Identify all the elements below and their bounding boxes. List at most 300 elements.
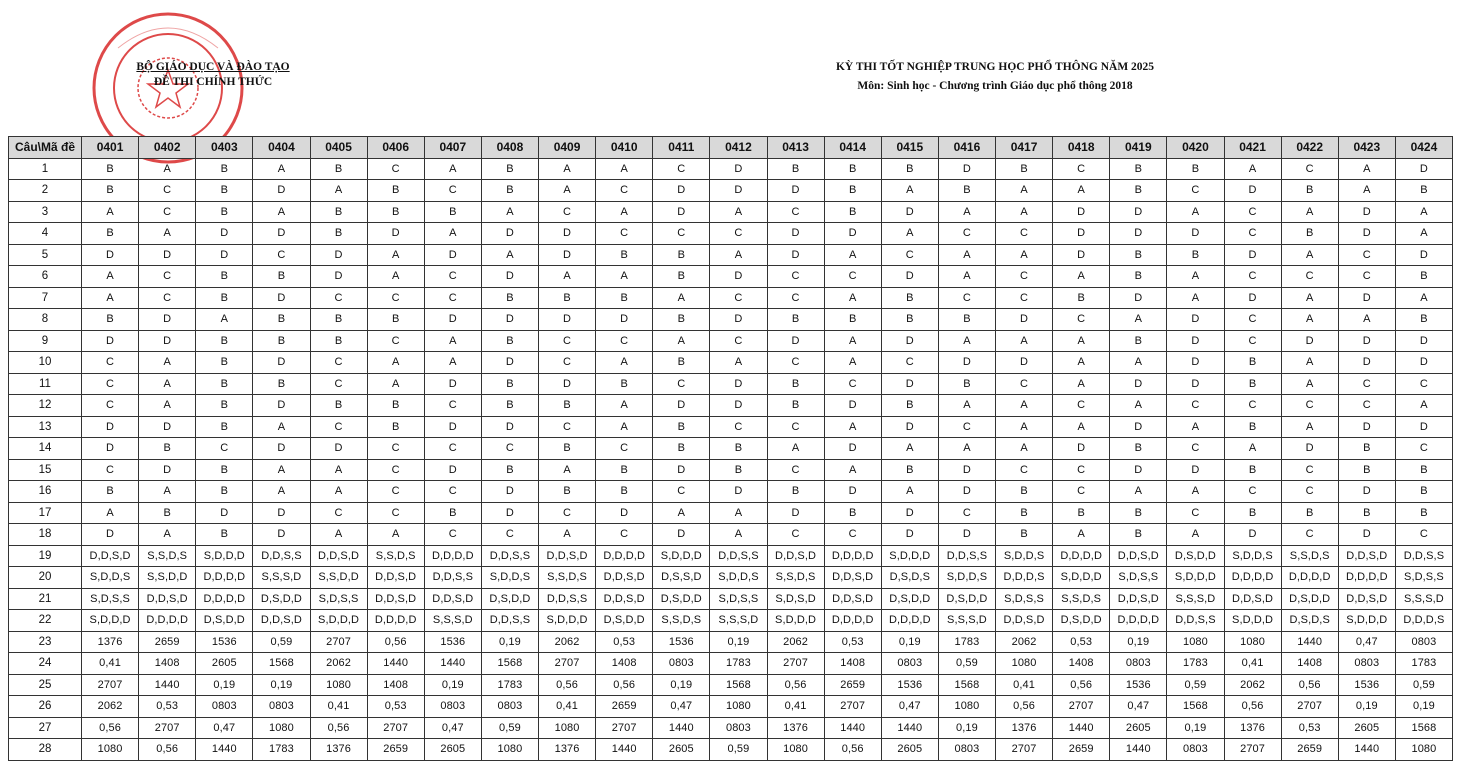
answer-cell: 0,56 xyxy=(539,674,596,696)
answer-cell: 2605 xyxy=(1110,717,1167,739)
answer-cell: D,D,S,D xyxy=(1224,588,1281,610)
answer-cell: B xyxy=(1224,459,1281,481)
answer-cell: A xyxy=(310,481,367,503)
answer-cell: C xyxy=(1224,330,1281,352)
answer-cell: A xyxy=(253,416,310,438)
table-row xyxy=(9,266,1453,288)
answer-cell: B xyxy=(996,502,1053,524)
answer-cell: A xyxy=(596,416,653,438)
answer-cell: D xyxy=(1395,330,1452,352)
answer-cell: C xyxy=(1224,266,1281,288)
answer-cell: D xyxy=(767,244,824,266)
answer-cell: C xyxy=(1281,459,1338,481)
answer-cell: D,D,D,D xyxy=(196,567,253,589)
answer-cell: S,S,D,S xyxy=(139,545,196,567)
answer-cell: D xyxy=(310,244,367,266)
answer-cell: D xyxy=(1224,524,1281,546)
answer-cell: B xyxy=(1338,502,1395,524)
answer-cell: A xyxy=(1053,352,1110,374)
answer-cell: S,D,S,D xyxy=(767,588,824,610)
answer-cell: 1568 xyxy=(710,674,767,696)
answer-cell: 0,56 xyxy=(139,739,196,761)
answer-cell: A xyxy=(1281,244,1338,266)
question-number: 22 xyxy=(9,610,82,632)
answer-cell: B xyxy=(996,158,1053,180)
answer-cell: A xyxy=(1053,524,1110,546)
answer-cell: B xyxy=(1395,180,1452,202)
answer-cell: B xyxy=(196,395,253,417)
answer-cell: B xyxy=(82,309,139,331)
answer-cell: A xyxy=(1395,287,1452,309)
answer-cell: 0,19 xyxy=(424,674,481,696)
answer-cell: 2659 xyxy=(824,674,881,696)
answer-cell: D xyxy=(481,223,538,245)
answer-cell: B xyxy=(938,309,995,331)
answer-cell: C xyxy=(367,459,424,481)
answer-cell: D,D,S,D xyxy=(596,588,653,610)
answer-cell: A xyxy=(82,287,139,309)
answer-cell: B xyxy=(424,502,481,524)
answer-cell: B xyxy=(1053,287,1110,309)
exam-code-header: 0420 xyxy=(1167,137,1224,159)
answer-cell: B xyxy=(539,287,596,309)
answer-cell: D xyxy=(710,180,767,202)
table-row xyxy=(9,438,1453,460)
answer-cell: D xyxy=(139,244,196,266)
answer-cell: 1440 xyxy=(1281,631,1338,653)
answer-cell: D xyxy=(1167,352,1224,374)
answer-cell: A xyxy=(539,459,596,481)
answer-cell: C xyxy=(424,524,481,546)
answer-cell: D xyxy=(653,201,710,223)
answer-cell: B xyxy=(539,395,596,417)
answer-cell: A xyxy=(767,438,824,460)
answer-cell: S,D,S,S xyxy=(1110,567,1167,589)
answer-cell: D xyxy=(539,223,596,245)
answer-cell: B xyxy=(1395,309,1452,331)
answer-cell: B xyxy=(996,481,1053,503)
answer-cell: 1440 xyxy=(824,717,881,739)
answer-cell: B xyxy=(424,201,481,223)
answer-cell: 1080 xyxy=(82,739,139,761)
answer-cell: B xyxy=(481,373,538,395)
answer-cell: 1536 xyxy=(196,631,253,653)
answer-cell: S,D,D,S xyxy=(938,567,995,589)
answer-cell: B xyxy=(481,287,538,309)
answer-cell: C xyxy=(1224,223,1281,245)
answer-cell: D xyxy=(710,309,767,331)
answer-cell: A xyxy=(1053,330,1110,352)
exam-subject: Môn: Sinh học - Chương trình Giáo dục phổ thông 2018 xyxy=(857,80,1133,92)
table-row xyxy=(9,244,1453,266)
table-row xyxy=(9,674,1453,696)
answer-cell: 1408 xyxy=(139,653,196,675)
answer-cell: 1408 xyxy=(367,674,424,696)
answer-cell: D,D,S,D xyxy=(367,567,424,589)
answer-cell: D xyxy=(253,352,310,374)
answer-cell: B xyxy=(1395,266,1452,288)
answer-cell: 1783 xyxy=(481,674,538,696)
answer-cell: B xyxy=(539,481,596,503)
exam-code-header: 0405 xyxy=(310,137,367,159)
answer-cell: D xyxy=(253,502,310,524)
answer-cell: C xyxy=(1281,158,1338,180)
answer-cell: 1783 xyxy=(253,739,310,761)
answer-cell: D xyxy=(1395,244,1452,266)
answer-cell: A xyxy=(196,309,253,331)
answer-cell: 1568 xyxy=(938,674,995,696)
answer-cell: 2605 xyxy=(881,739,938,761)
answer-cell: 0803 xyxy=(1110,653,1167,675)
answer-cell: D xyxy=(1053,438,1110,460)
answer-cell: A xyxy=(1167,266,1224,288)
answer-cell: D xyxy=(1338,330,1395,352)
answer-cell: A xyxy=(481,244,538,266)
answer-cell: S,S,S,D xyxy=(1395,588,1452,610)
answer-cell: 0803 xyxy=(1338,653,1395,675)
answer-cell: D xyxy=(1110,459,1167,481)
answer-cell: A xyxy=(938,266,995,288)
table-row xyxy=(9,567,1453,589)
answer-cell: D xyxy=(1167,223,1224,245)
answer-cell: A xyxy=(938,330,995,352)
official-exam-label: ĐỀ THI CHÍNH THỨC xyxy=(153,76,273,88)
answer-cell: S,D,D,S xyxy=(996,545,1053,567)
answer-cell: 1080 xyxy=(767,739,824,761)
answer-cell: D xyxy=(767,502,824,524)
exam-code-header: 0409 xyxy=(539,137,596,159)
answer-cell: A xyxy=(596,395,653,417)
answer-cell: 0803 xyxy=(1167,739,1224,761)
answer-cell: B xyxy=(653,352,710,374)
answer-cell: 1080 xyxy=(539,717,596,739)
answer-cell: D xyxy=(881,201,938,223)
answer-cell: 2707 xyxy=(596,717,653,739)
answer-cell: 1376 xyxy=(767,717,824,739)
answer-cell: 0,19 xyxy=(481,631,538,653)
answer-cell: A xyxy=(653,502,710,524)
answer-cell: S,D,S,S xyxy=(1395,567,1452,589)
answer-cell: B xyxy=(824,201,881,223)
exam-code-header: 0421 xyxy=(1224,137,1281,159)
answer-cell: 0,19 xyxy=(253,674,310,696)
answer-cell: A xyxy=(367,524,424,546)
answer-cell: 1080 xyxy=(1395,739,1452,761)
answer-cell: C xyxy=(82,459,139,481)
answer-cell: C xyxy=(996,373,1053,395)
answer-cell: C xyxy=(710,416,767,438)
answer-cell: B xyxy=(253,373,310,395)
answer-cell: B xyxy=(82,481,139,503)
answer-cell: B xyxy=(1338,459,1395,481)
answer-cell: B xyxy=(367,416,424,438)
answer-cell: D xyxy=(1338,201,1395,223)
answer-cell: D,D,S,S xyxy=(710,545,767,567)
table-body xyxy=(9,158,1453,760)
answer-cell: B xyxy=(1110,502,1167,524)
answer-cell: 0,19 xyxy=(653,674,710,696)
answer-cell: 0,41 xyxy=(1224,653,1281,675)
answer-cell: B xyxy=(1167,158,1224,180)
answer-cell: D,S,D,D xyxy=(1053,610,1110,632)
answer-cell: A xyxy=(881,223,938,245)
answer-cell: C xyxy=(367,438,424,460)
question-number: 15 xyxy=(9,459,82,481)
answer-cell: S,D,D,D xyxy=(1053,567,1110,589)
answer-cell: A xyxy=(1338,309,1395,331)
answer-cell: D xyxy=(938,459,995,481)
answer-cell: A xyxy=(82,266,139,288)
answer-cell: B xyxy=(481,158,538,180)
answer-cell: B xyxy=(596,459,653,481)
answer-cell: 0803 xyxy=(253,696,310,718)
answer-cell: A xyxy=(1167,416,1224,438)
answer-cell: D xyxy=(881,373,938,395)
answer-cell: A xyxy=(310,459,367,481)
answer-cell: B xyxy=(881,309,938,331)
answer-cell: A xyxy=(253,481,310,503)
answer-cell: D xyxy=(710,373,767,395)
answer-cell: 2659 xyxy=(596,696,653,718)
question-number: 7 xyxy=(9,287,82,309)
question-number: 18 xyxy=(9,524,82,546)
answer-cell: D,S,D,D xyxy=(196,610,253,632)
answer-cell: B xyxy=(481,395,538,417)
answer-cell: A xyxy=(596,201,653,223)
answer-cell: D xyxy=(539,373,596,395)
answer-cell: A xyxy=(1110,309,1167,331)
answer-cell: B xyxy=(253,266,310,288)
answer-cell: C xyxy=(539,330,596,352)
answer-cell: D,D,S,D xyxy=(1110,588,1167,610)
answer-cell: D xyxy=(196,244,253,266)
answer-cell: B xyxy=(824,309,881,331)
answer-cell: D xyxy=(1110,201,1167,223)
answer-cell: D xyxy=(767,330,824,352)
answer-cell: A xyxy=(139,395,196,417)
answer-cell: 0,59 xyxy=(481,717,538,739)
answer-cell: D xyxy=(539,309,596,331)
answer-cell: A xyxy=(996,244,1053,266)
question-number: 28 xyxy=(9,739,82,761)
answer-cell: B xyxy=(710,438,767,460)
answer-cell: D,D,S,D xyxy=(824,588,881,610)
answer-cell: D xyxy=(824,223,881,245)
answer-cell: S,S,D,S xyxy=(539,567,596,589)
answer-cell: A xyxy=(367,244,424,266)
answer-cell: C xyxy=(139,266,196,288)
answer-cell: D xyxy=(653,395,710,417)
answer-cell: D xyxy=(424,373,481,395)
answer-cell: B xyxy=(196,416,253,438)
answer-cell: A xyxy=(367,266,424,288)
answer-cell: 1440 xyxy=(424,653,481,675)
answer-cell: 2062 xyxy=(996,631,1053,653)
answer-cell: B xyxy=(310,158,367,180)
answer-cell: D,D,S,D xyxy=(310,545,367,567)
answer-cell: A xyxy=(1395,223,1452,245)
answer-cell: B xyxy=(367,395,424,417)
answer-cell: C xyxy=(139,180,196,202)
answer-cell: B xyxy=(367,201,424,223)
answer-cell: 2707 xyxy=(1224,739,1281,761)
answer-cell: 0,56 xyxy=(596,674,653,696)
answer-cell: C xyxy=(367,481,424,503)
answer-cell: B xyxy=(253,309,310,331)
answer-cell: D xyxy=(938,158,995,180)
answer-cell: S,D,D,D xyxy=(1338,610,1395,632)
answer-cell: D xyxy=(1281,330,1338,352)
answer-cell: B xyxy=(253,330,310,352)
answer-cell: S,D,D,S xyxy=(82,567,139,589)
answer-cell: 1408 xyxy=(596,653,653,675)
answer-cell: C xyxy=(1281,524,1338,546)
answer-cell: C xyxy=(938,287,995,309)
answer-cell: D xyxy=(139,459,196,481)
answer-cell: B xyxy=(196,459,253,481)
answer-cell: A xyxy=(710,524,767,546)
answer-cell: D,D,D,D xyxy=(139,610,196,632)
answer-cell: D,S,D,D xyxy=(253,588,310,610)
answer-cell: 2062 xyxy=(82,696,139,718)
answer-cell: 2062 xyxy=(310,653,367,675)
answer-cell: 0,56 xyxy=(310,717,367,739)
answer-cell: D,D,S,D xyxy=(82,545,139,567)
answer-cell: D xyxy=(1395,158,1452,180)
answer-cell: A xyxy=(596,158,653,180)
question-number: 3 xyxy=(9,201,82,223)
question-number: 17 xyxy=(9,502,82,524)
answer-cell: C xyxy=(367,287,424,309)
answer-cell: S,S,D,S xyxy=(767,567,824,589)
answer-cell: A xyxy=(424,223,481,245)
answer-cell: 2707 xyxy=(539,653,596,675)
answer-cell: 0,47 xyxy=(653,696,710,718)
answer-cell: D xyxy=(1281,438,1338,460)
answer-cell: C xyxy=(596,223,653,245)
answer-cell: 0,56 xyxy=(1224,696,1281,718)
answer-cell: D xyxy=(824,395,881,417)
answer-cell: C xyxy=(653,481,710,503)
answer-cell: D,D,S,S xyxy=(1167,610,1224,632)
answer-cell: B xyxy=(767,373,824,395)
answer-cell: D,S,D,S xyxy=(881,567,938,589)
exam-code-header: 0401 xyxy=(82,137,139,159)
answer-cell: A xyxy=(1053,416,1110,438)
answer-cell: 1440 xyxy=(139,674,196,696)
answer-cell: 1440 xyxy=(596,739,653,761)
answer-cell: A xyxy=(1281,287,1338,309)
answer-cell: C xyxy=(367,502,424,524)
answer-cell: C xyxy=(596,180,653,202)
answer-cell: D,D,D,D xyxy=(1281,567,1338,589)
answer-cell: C xyxy=(996,287,1053,309)
answer-cell: 0,47 xyxy=(196,717,253,739)
answer-cell: D xyxy=(996,309,1053,331)
answer-cell: A xyxy=(539,158,596,180)
question-number: 10 xyxy=(9,352,82,374)
exam-code-header: 0423 xyxy=(1338,137,1395,159)
answer-cell: C xyxy=(996,266,1053,288)
answer-cell: D xyxy=(710,266,767,288)
table-row xyxy=(9,653,1453,675)
answer-cell: 1440 xyxy=(196,739,253,761)
answer-cell: S,S,D,S xyxy=(1053,588,1110,610)
question-number: 14 xyxy=(9,438,82,460)
answer-cell: C xyxy=(767,266,824,288)
answer-cell: B xyxy=(139,438,196,460)
answer-cell: C xyxy=(1395,438,1452,460)
answer-cell: B xyxy=(1110,158,1167,180)
answer-cell: 1080 xyxy=(253,717,310,739)
answer-cell: D,S,D,S xyxy=(1281,610,1338,632)
exam-code-header: 0407 xyxy=(424,137,481,159)
answer-cell: A xyxy=(82,201,139,223)
answer-cell: B xyxy=(767,158,824,180)
answer-cell: D,D,D,D xyxy=(881,610,938,632)
answer-cell: 0,47 xyxy=(881,696,938,718)
answer-cell: C xyxy=(424,438,481,460)
answer-cell: D xyxy=(481,416,538,438)
answer-cell: A xyxy=(996,395,1053,417)
answer-cell: S,S,D,D xyxy=(310,567,367,589)
exam-code-header: 0412 xyxy=(710,137,767,159)
answer-cell: A xyxy=(996,438,1053,460)
answer-cell: B xyxy=(596,373,653,395)
question-number: 5 xyxy=(9,244,82,266)
answer-cell: 2707 xyxy=(1281,696,1338,718)
answer-cell: D,S,S,D xyxy=(653,567,710,589)
answer-cell: B xyxy=(1110,180,1167,202)
answer-cell: C xyxy=(539,416,596,438)
answer-cell: A xyxy=(1395,395,1452,417)
answer-cell: B xyxy=(1053,502,1110,524)
answer-cell: S,S,S,D xyxy=(710,610,767,632)
answer-cell: D xyxy=(996,352,1053,374)
answer-cell: A xyxy=(824,287,881,309)
answer-cell: B xyxy=(196,266,253,288)
question-number: 8 xyxy=(9,309,82,331)
table-row xyxy=(9,696,1453,718)
answer-cell: B xyxy=(596,481,653,503)
answer-cell: C xyxy=(767,459,824,481)
answer-cell: S,D,D,D xyxy=(653,545,710,567)
answer-cell: A xyxy=(139,223,196,245)
answer-cell: D xyxy=(1167,459,1224,481)
table-row xyxy=(9,395,1453,417)
table-row xyxy=(9,481,1453,503)
answer-cell: D,D,S,S xyxy=(481,610,538,632)
answer-cell: D,D,D,S xyxy=(996,567,1053,589)
answer-cell: D xyxy=(82,524,139,546)
answer-cell: S,D,D,D xyxy=(1167,567,1224,589)
answer-cell: C xyxy=(653,158,710,180)
answer-cell: C xyxy=(367,330,424,352)
answer-cell: D xyxy=(367,223,424,245)
answer-cell: A xyxy=(424,330,481,352)
answer-cell: A xyxy=(824,352,881,374)
answer-cell: D xyxy=(139,330,196,352)
answer-cell: B xyxy=(367,309,424,331)
answer-cell: D xyxy=(1338,223,1395,245)
answer-cell: A xyxy=(539,524,596,546)
table-row xyxy=(9,416,1453,438)
exam-code-header: 0419 xyxy=(1110,137,1167,159)
answer-cell: C xyxy=(824,266,881,288)
answer-cell: D xyxy=(424,309,481,331)
answer-cell: B xyxy=(539,438,596,460)
answer-cell: A xyxy=(139,481,196,503)
